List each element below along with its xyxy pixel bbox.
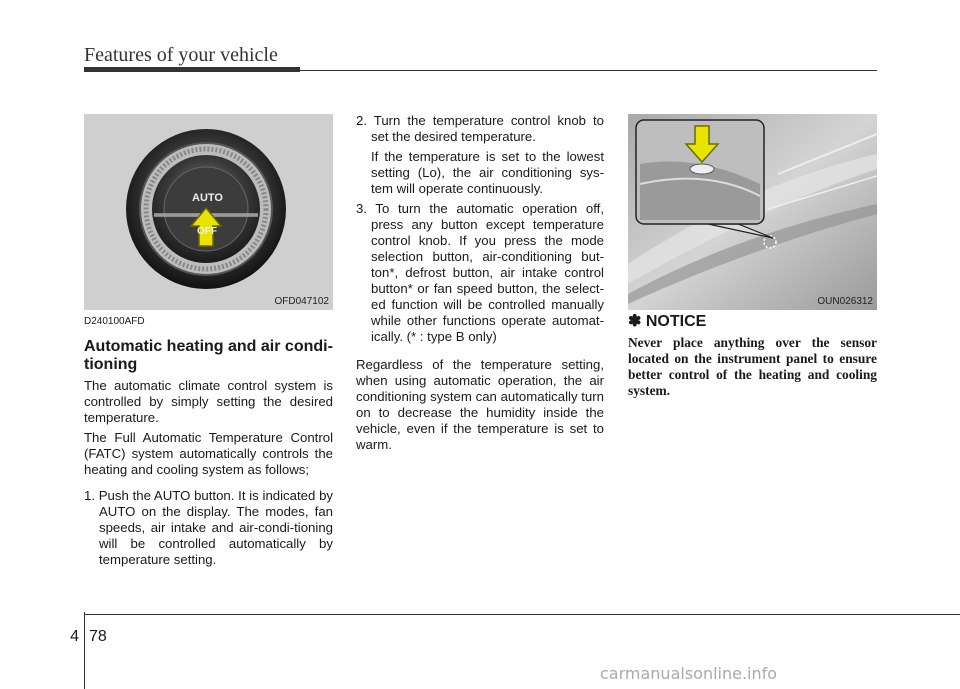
footer-rule	[84, 614, 960, 615]
chapter-number: 4	[70, 628, 79, 645]
watermark: carmanualsonline.info	[600, 664, 778, 683]
figure-auto-knob	[84, 114, 333, 310]
page-number: 78	[89, 628, 107, 645]
paragraph-fatc: The Full Automatic Temperature Control (FATC) system automatically controls the heating and cooling system as follows;	[84, 430, 333, 477]
document-code: D240100AFD	[84, 316, 145, 327]
figure-sensor-location	[628, 114, 877, 310]
footer-divider	[84, 612, 85, 689]
auto-knob-illustration	[84, 114, 333, 310]
section-heading: Automatic heating and air condi-tioning	[84, 338, 333, 373]
header-rule-thin	[300, 70, 877, 71]
page-header-title: Features of your vehicle	[84, 44, 278, 66]
paragraph-intro: The automatic climate control system is controlled by simply setting the desired temperature.	[84, 378, 333, 425]
knob-label-auto: AUTO	[192, 192, 223, 204]
notice-body: Never place anything over the sensor located on the instrument panel to ensure better control of the heating and cooling system.	[628, 335, 877, 398]
column-right	[628, 313, 877, 399]
knob-label-off: OFF	[197, 226, 217, 237]
step-1: 1. Push the AUTO button. It is indicated by AUTO on the display. The modes, fan speeds, air intake and air-condi-tioning will be controlled automatically by temperature setting.	[84, 488, 333, 567]
column-middle	[356, 113, 604, 457]
figure-code-left: OFD047102	[274, 296, 329, 307]
header-rule-thick	[84, 67, 300, 72]
paragraph-humidity: Regardless of the temperature setting, when using automatic operation, the air conditioning system can automatically turn on to decrease the humidity inside the vehicle, even if the temperature is set to warm.	[356, 357, 604, 452]
step-3: 3. To turn the automatic operation off, press any button except temperature control knob. If you press the mode selection button, air-conditioning but-ton*, defrost button, air intake control button* or fan speed button, the select-ed function will be controlled manually while other functions operate automat-ically. (* : type B only)	[356, 201, 604, 344]
sensor-location-illustration	[628, 114, 877, 310]
step-2-note: If the temperature is set to the lowest setting (Lo), the air conditioning sys-tem will operate continuously.	[371, 149, 604, 196]
step-2: 2. Turn the temperature control knob to set the desired temperature.	[356, 113, 604, 144]
notice-heading: ✽ NOTICE	[628, 313, 707, 330]
column-left	[84, 314, 333, 572]
figure-code-right: OUN026312	[817, 296, 873, 307]
